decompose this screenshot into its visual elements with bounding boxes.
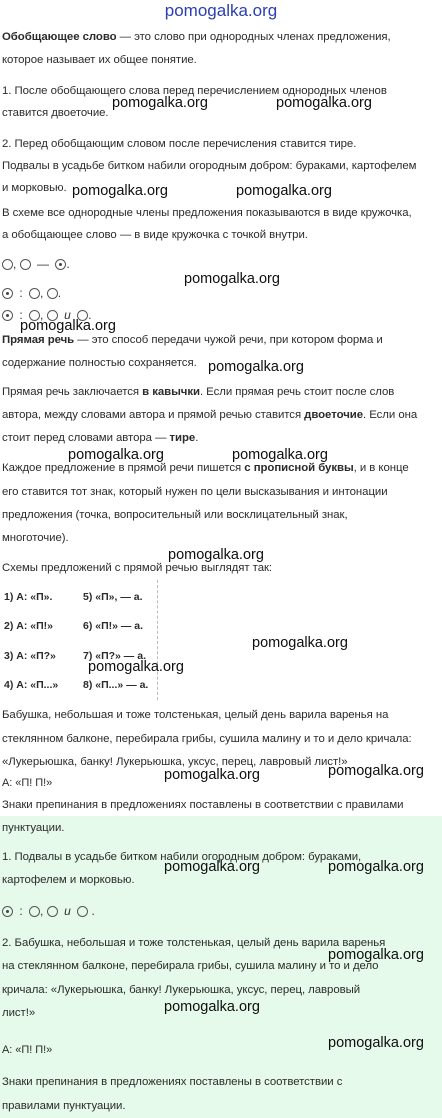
watermark: pomogalka.org [168, 547, 264, 563]
circle-icon [29, 906, 40, 917]
circle-icon [77, 906, 88, 917]
watermark: pomogalka.org [328, 947, 424, 963]
dotted-circle-icon [2, 288, 13, 299]
direct-speech-def-line-2: содержание полностью сохраняется. [2, 357, 197, 369]
watermark: pomogalka.org [276, 95, 372, 111]
watermark: pomogalka.org [184, 271, 280, 287]
table-cell: 6) «П!» — а. [83, 620, 144, 632]
circle-icon [29, 288, 40, 299]
table-cell: 8) «П...» — а. [83, 679, 149, 691]
answer-2-line-2: на стеклянном балконе, перебирала грибы, сушила малину и то и дело [2, 960, 379, 972]
rule-1-line-2: ставится двоеточие. [2, 107, 109, 119]
circle-icon [47, 906, 58, 917]
answer-conclusion-line-1: Знаки препинания в предложениях поставлены в соответствии с [2, 1076, 343, 1088]
definition-text: — это слово при однородных членах предложения, [116, 31, 391, 43]
table-cell: 3) А: «П?» [4, 650, 56, 662]
term-direct-speech: Прямая речь [2, 334, 75, 346]
answer-1-scheme: : , и . [2, 903, 95, 919]
answer-2-line-4: лист!» [2, 1007, 36, 1019]
conclusion-line-2: пунктуации. [2, 822, 65, 834]
watermark: pomogalka.org [112, 95, 208, 111]
answer-2-line-3: кричала: «Лукерьюшка, банку! Лукерьюшка, уксус, перец, лавровый [2, 984, 361, 996]
capital-rule-line-4: многоточие). [2, 532, 69, 544]
watermark: pomogalka.org [164, 859, 260, 875]
capital-rule-line-3: предложения (точка, вопросительный или восклицательный знак, [2, 509, 348, 521]
direct-speech-def-line-1: Прямая речь — это способ передачи чужой речи, при котором форма и [2, 334, 383, 346]
schema-note-line-1: В схеме все однородные члены предложения показываются в виде кружочка, [2, 207, 412, 219]
table-cell: 5) «П», — а. [83, 591, 143, 603]
quotes-rule-line-3: стоит перед словами автора — тире. [2, 432, 199, 444]
watermark: pomogalka.org [72, 183, 168, 199]
watermark: pomogalka.org [236, 183, 332, 199]
answer-2-line-1: 2. Бабушка, небольшая и тоже толстенькая, целый день варила варенья [2, 937, 386, 949]
rule-1-line-1: 1. После обобщающего слова перед перечислением однородных членов [2, 85, 387, 97]
watermark: pomogalka.org [232, 447, 328, 463]
watermark: pomogalka.org [252, 635, 348, 651]
direct-speech-schemes-table [0, 580, 158, 700]
watermark: pomogalka.org [20, 318, 116, 334]
example-1-line-1: Подвалы в усадьбе битком набили огородным добром: бураками, картофелем [2, 160, 417, 172]
scheme-colon-and: : , и . [2, 307, 91, 323]
capital-rule-line-2: его ставится тот знак, который нужен по цели высказывания и интонации [2, 486, 388, 498]
circle-icon [20, 259, 31, 270]
schemes-intro: Схемы предложений с прямой речью выглядят так: [2, 562, 273, 574]
table-cell: 2) А: «П!» [4, 620, 53, 632]
dotted-circle-icon [2, 906, 13, 917]
capital-rule-line-1: Каждое предложение в прямой речи пишется с прописной буквы, и в конце [2, 462, 409, 474]
definition-line-1 [2, 30, 391, 44]
example-2-scheme: А: «П! П!» [2, 777, 53, 789]
watermark: pomogalka.org [328, 1035, 424, 1051]
rule-2-line-1: 2. Перед обобщающим словом после перечисления ставится тире. [2, 138, 357, 150]
example-2-line-3: «Лукерьюшка, банку! Лукерьюшка, уксус, перец, лавровый лист!» [2, 756, 348, 768]
circle-icon [47, 288, 58, 299]
quotes-rule-line-2: автора, между словами автора и прямой речью ставится двоеточие. Если она [2, 409, 418, 421]
circle-icon [2, 259, 13, 270]
watermark: pomogalka.org [164, 999, 260, 1015]
watermark: pomogalka.org [328, 859, 424, 875]
term-generalizing-word: Обобщающее слово [2, 31, 117, 43]
answer-1-line-2: картофелем и морковью. [2, 874, 135, 886]
watermark: pomogalka.org [68, 447, 164, 463]
table-cell: 7) «П?» — а. [83, 650, 146, 662]
dotted-circle-icon [2, 310, 13, 321]
watermark: pomogalka.org [164, 767, 260, 783]
example-2-line-1: Бабушка, небольшая и тоже толстенькая, целый день варила варенья на [2, 709, 389, 721]
table-cell: 1) А: «П». [4, 591, 53, 603]
dotted-circle-icon [55, 259, 66, 270]
quotes-rule-line-1: Прямая речь заключается в кавычки. Если прямая речь стоит после слов [2, 386, 395, 398]
watermark: pomogalka.org [328, 763, 424, 779]
definition-line-2: которое называет их общее понятие. [2, 54, 197, 66]
schema-note-line-2: а обобщающее слово — в виде кружочка с точкой внутри. [2, 229, 308, 241]
scheme-colon: : , . [2, 285, 61, 301]
header-watermark: pomogalka.org [164, 1, 278, 20]
conclusion-line-1: Знаки препинания в предложениях поставлены в соответствии с правилами [2, 799, 404, 811]
answer-1-line-1: 1. Подвалы в усадьбе битком набили огородным добром: бураками, [2, 851, 362, 863]
watermark: pomogalka.org [88, 659, 184, 675]
answer-conclusion-line-2: правилами пунктуации. [2, 1100, 126, 1112]
answer-2-scheme: А: «П! П!» [2, 1044, 53, 1056]
example-1-line-2: и морковью. [2, 182, 67, 194]
watermark: pomogalka.org [208, 359, 304, 375]
scheme-dash: , — . [2, 256, 70, 272]
table-cell: 4) А: «П...» [4, 679, 59, 691]
example-2-line-2: стеклянном балконе, перебирала грибы, сушила малину и то и дело кричала: [2, 733, 412, 745]
